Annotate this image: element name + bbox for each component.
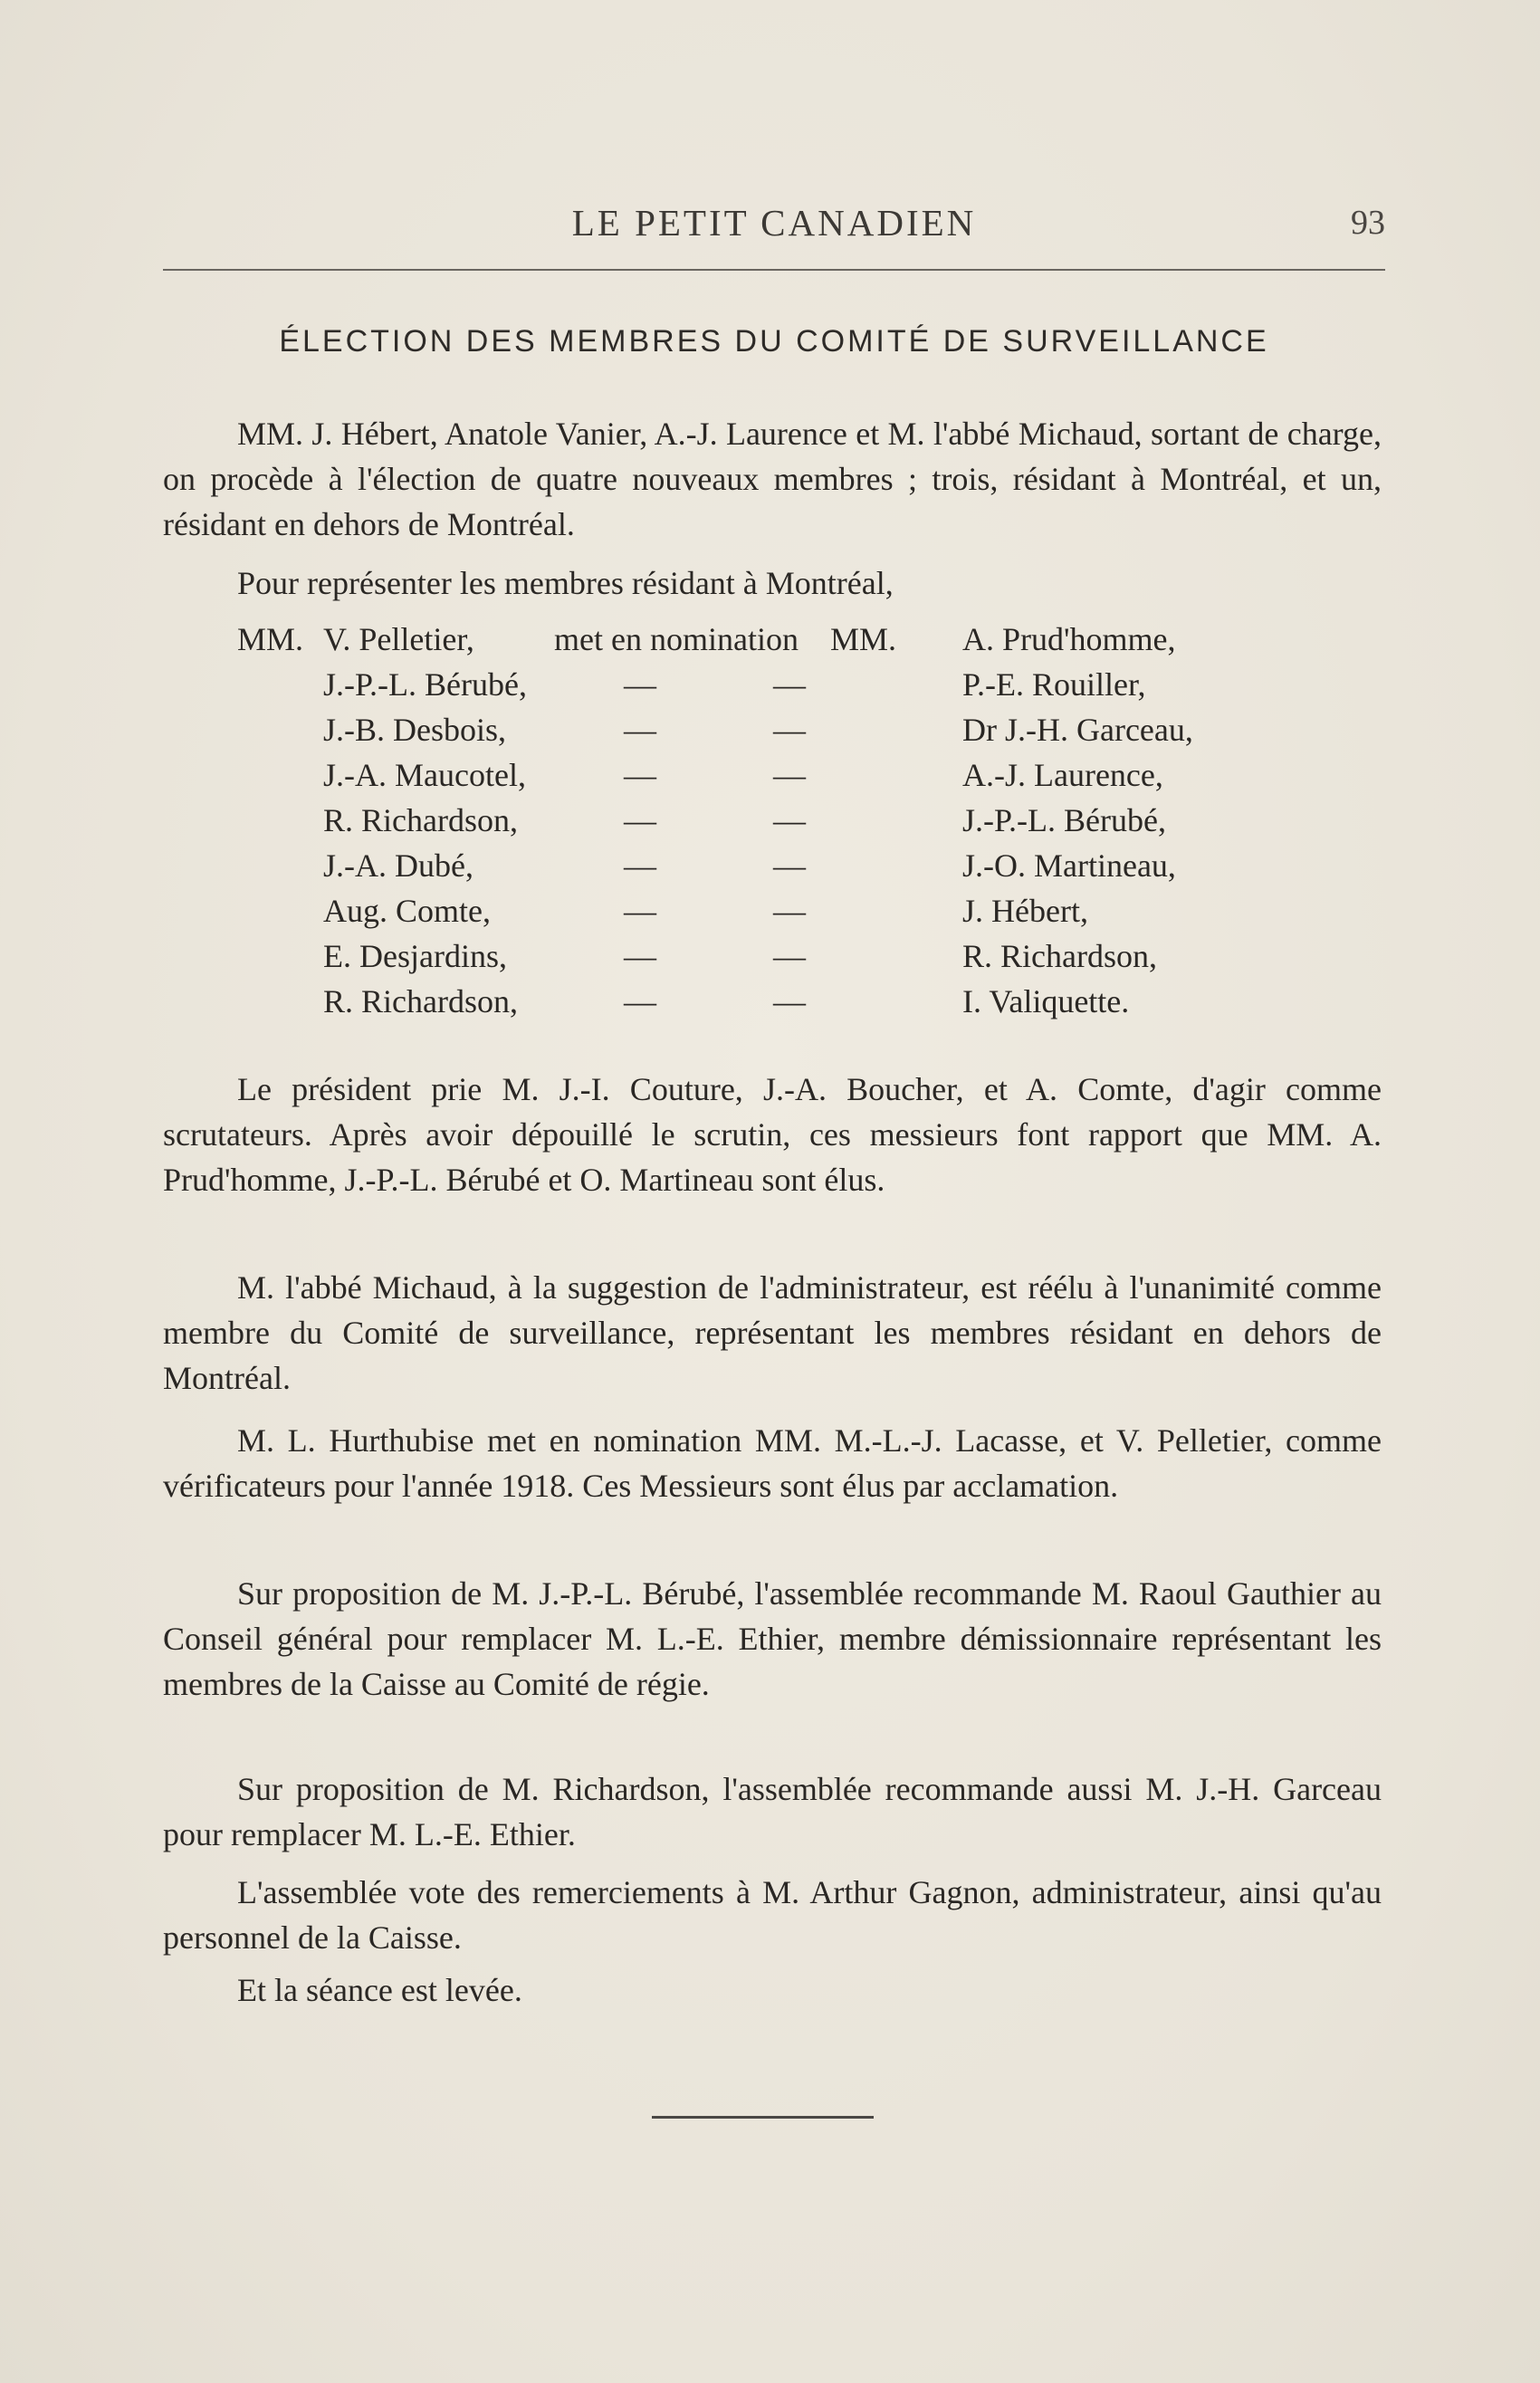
nomination-nominee: I. Valiquette. [962,983,1130,1019]
paragraph-closing: Et la séance est levée. [237,1972,522,2008]
paragraph-scrutateurs: Le président prie M. J.-I. Couture, J.-A. Boucher, et A. Comte, d'agir comme scrutateurs. Après avoir dépouillé le scrutin, ces messieurs font rapport que MM. A. Prud'homme, J.-P.-L. Bérubé et O. Martineau sont élus. [163,1071,1382,1198]
nomination-nominee: R. Richardson, [962,938,1157,974]
intro-paragraph: MM. J. Hébert, Anatole Vanier, A.-J. Laurence et M. l'abbé Michaud, sortant de charge, on procède à l'élection de quatre nouveaux membres ; trois, résidant à Montréal, et un, résidant en dehors de Montréal. [163,416,1382,542]
running-title: LE PETIT CANADIEN [571,202,977,244]
paragraph-remerciements: L'assemblée vote des remerciements à M. Arthur Gagnon, administrateur, ainsi qu'au personnel de la Caisse. [163,1874,1382,1956]
nomination-prefix: MM. [237,621,304,657]
nomination-proposer: J.-P.-L. Bérubé, [323,666,527,703]
nomination-row [237,888,1324,933]
ditto-dash: — [624,712,656,748]
nomination-proposer: R. Richardson, [323,802,518,838]
ditto-dash: — [624,983,656,1019]
ditto-dash: — [773,802,806,838]
ditto-dash: — [624,666,656,703]
ditto-dash: — [624,847,656,884]
end-rule [652,2116,874,2119]
nominations-table [237,617,1324,1024]
ditto-dash: — [773,983,806,1019]
nomination-proposer: J.-A. Dubé, [323,847,473,884]
ditto-dash: — [624,938,656,974]
nomination-row [237,933,1324,979]
nomination-row [237,662,1324,707]
nomination-nominee: Dr J.-H. Garceau, [962,712,1193,748]
nomination-row [237,843,1324,888]
nomination-nominee: P.-E. Rouiller, [962,666,1146,703]
ditto-dash: — [624,757,656,793]
ditto-dash: — [773,938,806,974]
nomination-row [237,707,1324,752]
ditto-dash: — [773,757,806,793]
paragraph-garceau: Sur proposition de M. Richardson, l'assemblée recommande aussi M. J.-H. Garceau pour remplacer M. L.-E. Ethier. [163,1771,1382,1852]
nomination-verb: met en nomination [554,621,799,657]
nomination-nominee: J.-P.-L. Bérubé, [962,802,1166,838]
ditto-dash: — [624,893,656,929]
ditto-dash: — [773,712,806,748]
section-title: ÉLECTION DES MEMBRES DU COMITÉ DE SURVEILLANCE [279,324,1269,359]
nomination-nominee: J. Hébert, [962,893,1088,929]
paragraph-michaud: M. l'abbé Michaud, à la suggestion de l'administrateur, est réélu à l'unanimité comme membre du Comité de surveillance, représentant les membres résidant en dehors de Montréal. [163,1269,1382,1396]
nomination-proposer: J.-A. Maucotel, [323,757,526,793]
header-rule [163,269,1385,271]
nomination-proposer: V. Pelletier, [323,621,474,657]
paragraph-gauthier: Sur proposition de M. J.-P.-L. Bérubé, l'assemblée recommande M. Raoul Gauthier au Conseil général pour remplacer M. L.-E. Ethier, membre démissionnaire représentant les membres de la Caisse au Comité de régie. [163,1575,1382,1702]
ditto-dash: — [773,666,806,703]
nomination-nominee: A. Prud'homme, [962,621,1176,657]
ditto-dash: — [773,847,806,884]
nomination-proposer: R. Richardson, [323,983,518,1019]
nomination-row [237,798,1324,843]
nomination-nominee: A.-J. Laurence, [962,757,1163,793]
ditto-dash: — [624,802,656,838]
ditto-dash: — [773,893,806,929]
nomination-proposer: E. Desjardins, [323,938,507,974]
running-header [163,201,1385,255]
nomination-row [237,617,1324,662]
nomination-proposer: J.-B. Desbois, [323,712,507,748]
represent-line: Pour représenter les membres résidant à Montréal, [237,565,894,601]
page-number: 93 [1351,204,1385,242]
nomination-row [237,752,1324,798]
nomination-proposer: Aug. Comte, [323,893,491,929]
nomination-nominee: J.-O. Martineau, [962,847,1176,884]
nomination-row [237,979,1324,1024]
nomination-mm: MM. [830,621,897,657]
paragraph-verificateurs: M. L. Hurthubise met en nomination MM. M.-L.-J. Lacasse, et V. Pelletier, comme vérificateurs pour l'année 1918. Ces Messieurs sont élus par acclamation. [163,1422,1382,1504]
